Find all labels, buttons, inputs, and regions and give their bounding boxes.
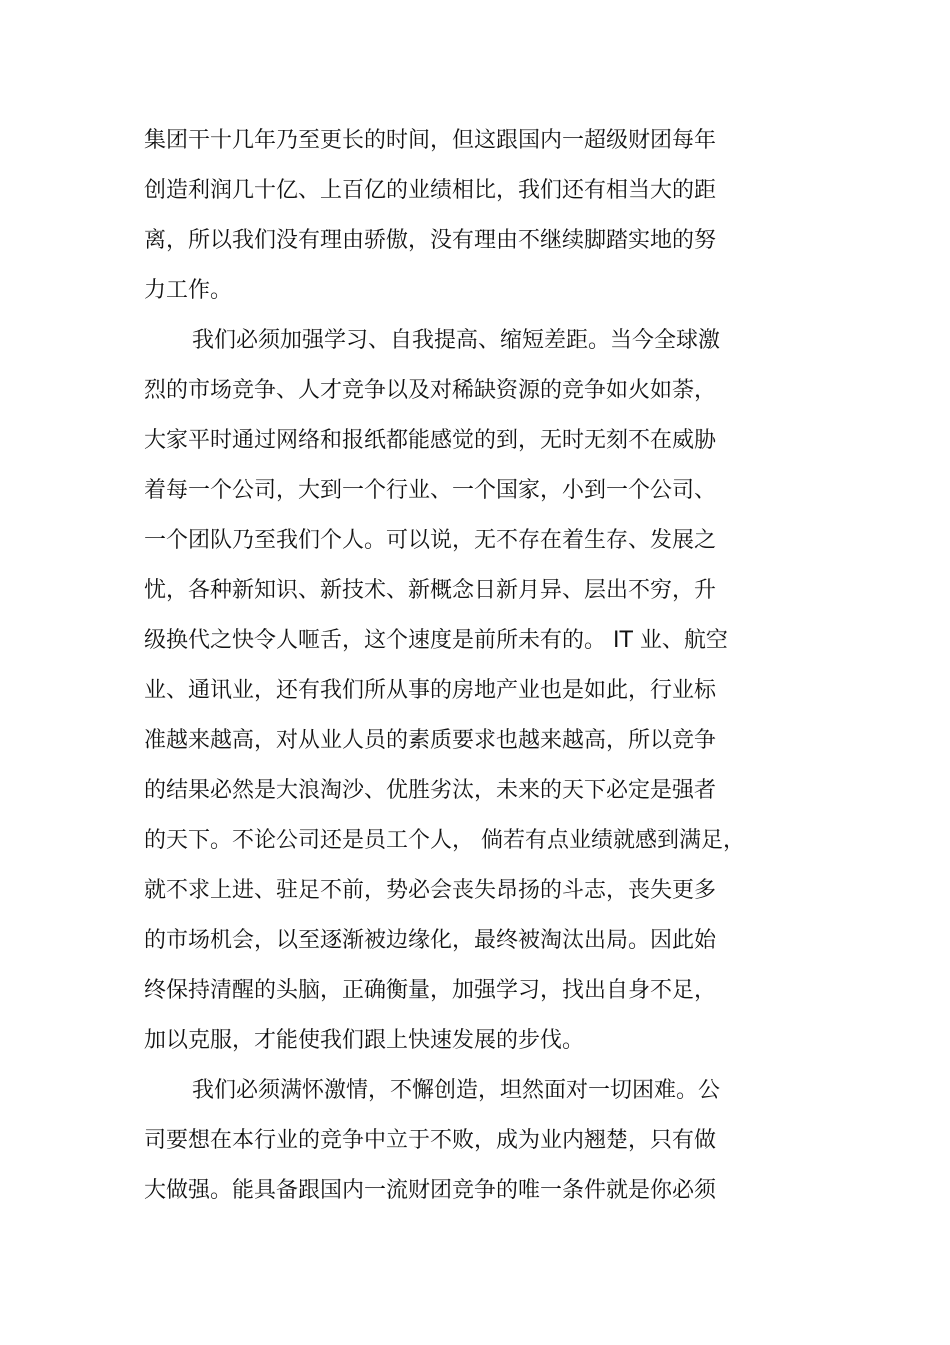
text-line: 业、通讯业，还有我们所从事的房地产业也是如此，行业标 <box>144 678 717 703</box>
text-line: 创造利润几十亿、上百亿的业绩相比，我们还有相当大的距 <box>144 178 717 203</box>
text-line: 加以克服，才能使我们跟上快速发展的步伐。 <box>144 1028 585 1053</box>
paragraph-start-line: 我们必须满怀激情，不懈创造，坦然面对一切困难。公 <box>192 1078 721 1103</box>
text-line: 离，所以我们没有理由骄傲，没有理由不继续脚踏实地的努 <box>144 228 717 253</box>
text-line: 力工作。 <box>144 278 233 303</box>
text-line: 的结果必然是大浪淘沙、优胜劣汰，未来的天下必定是强者 <box>144 778 717 803</box>
text-line: 终保持清醒的头脑，正确衡量，加强学习，找出自身不足， <box>144 978 717 1003</box>
text-line: 忧，各种新知识、新技术、新概念日新月异、层出不穷，升 <box>144 578 717 603</box>
text-line: 大做强。能具备跟国内一流财团竞争的唯一条件就是你必须 <box>144 1178 717 1203</box>
text-line: 集团干十几年乃至更长的时间，但这跟国内一超级财团每年 <box>144 128 717 153</box>
paragraph-start-line: 我们必须加强学习、自我提高、缩短差距。当今全球激 <box>192 328 721 353</box>
text-line: 大家平时通过网络和报纸都能感觉的到，无时无刻不在威胁 <box>144 428 717 453</box>
text-line: 烈的市场竞争、人才竞争以及对稀缺资源的竞争如火如荼， <box>144 378 717 403</box>
text-line: 司要想在本行业的竞争中立于不败，成为业内翘楚，只有做 <box>144 1128 717 1153</box>
text-line: 就不求上进、驻足不前，势必会丧失昂扬的斗志，丧失更多 <box>144 878 717 903</box>
text-line: 的市场机会，以至逐渐被边缘化，最终被淘汰出局。因此始 <box>144 928 717 953</box>
text-line: 着每一个公司，大到一个行业、一个国家，小到一个公司、 <box>144 478 717 503</box>
text-line: 的天下。不论公司还是员工个人， 倘若有点业绩就感到满足， <box>144 828 745 853</box>
text-line: 级换代之快令人咂舌，这个速度是前所未有的。 IT 业、航空 <box>144 628 728 653</box>
text-line: 一个团队乃至我们个人。可以说，无不存在着生存、发展之 <box>144 528 717 553</box>
text-line: 准越来越高，对从业人员的素质要求也越来越高，所以竞争 <box>144 728 717 753</box>
